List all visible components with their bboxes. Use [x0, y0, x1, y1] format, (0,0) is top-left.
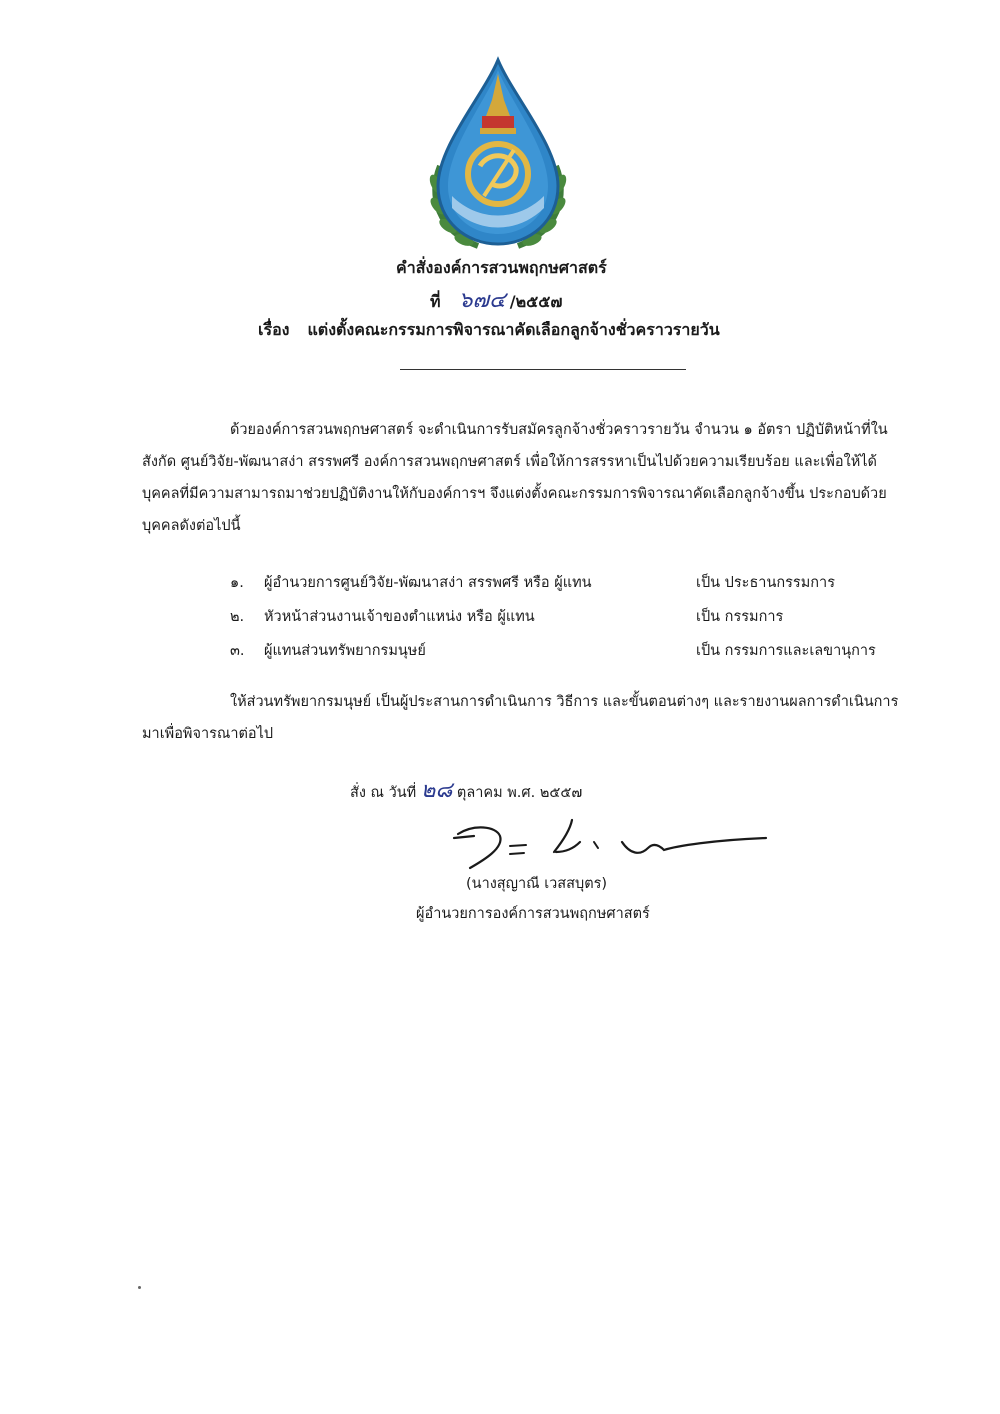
- document-number-handwritten: ๖๗๔: [458, 288, 506, 313]
- committee-item-number: ๓.: [230, 643, 245, 659]
- document-number: [430, 282, 562, 317]
- subject-line: [258, 318, 720, 343]
- committee-item: [230, 566, 910, 600]
- committee-item-person: ผู้แทนส่วนทรัพยากรมนุษย์: [264, 643, 426, 659]
- body-paragraph-1: [142, 414, 902, 542]
- order-day-handwritten: ๒๘: [420, 778, 453, 803]
- committee-item: [230, 600, 910, 634]
- order-title: คำสั่งองค์การสวนพฤกษศาสตร์: [396, 258, 607, 277]
- subject-text: แต่งตั้งคณะกรรมการพิจารณาคัดเลือกลูกจ้างชั่วคราวรายวัน: [307, 320, 720, 339]
- header-divider: [400, 369, 686, 370]
- order-date: [350, 772, 582, 807]
- committee-item-role: เป็น ประธานกรรมการ: [696, 575, 835, 591]
- body-paragraph-2: [142, 686, 902, 750]
- paragraph-text: ให้ส่วนทรัพยากรมนุษย์ เป็นผู้ประสานการดำเนินการ วิธีการ และขั้นตอนต่างๆ และรายงานผลการดำเนินการมาเพื่อพิจารณาต่อไป: [142, 694, 899, 742]
- document-number-year: /๒๕๕๗: [509, 292, 563, 311]
- organization-emblem: [418, 56, 578, 256]
- committee-item-person: หัวหน้าส่วนงานเจ้าของตำแหน่ง หรือ ผู้แทน: [264, 609, 535, 625]
- committee-item: [230, 634, 910, 668]
- paragraph-text: ด้วยองค์การสวนพฤกษศาสตร์ จะดำเนินการรับสมัครลูกจ้างชั่วคราวรายวัน จำนวน ๑ อัตรา ปฏิบัติหน้าที่ในสังกัด ศูนย์วิจัย-พัฒนาสง่า สรรพศรี องค์การสวนพฤกษศาสตร์ เพื่อให้การสรรหาเป็นไปด้วยความเรียบร้อย และเพื่อให้ได้บุคคลที่มีความสามารถมาช่วยปฏิบัติงานให้กับองค์การฯ จึงแต่งตั้งคณะกรรมการพิจารณาคัดเลือกลูกจ้างขึ้น ประกอบด้วยบุคคลดังต่อไปนี้: [142, 422, 888, 534]
- subject-label: เรื่อง: [258, 320, 290, 339]
- committee-item-number: ๑.: [230, 575, 244, 591]
- order-month-year: ตุลาคม พ.ศ. ๒๕๕๗: [456, 785, 583, 801]
- committee-item-role: เป็น กรรมการ: [696, 609, 784, 625]
- signer-name: (นางสุญาณี เวสสบุตร): [466, 876, 608, 892]
- document-number-prefix: ที่: [430, 292, 441, 311]
- committee-item-number: ๒.: [230, 609, 245, 625]
- committee-item-role: เป็น กรรมการและเลขานุการ: [696, 643, 876, 659]
- scan-speck: [138, 1286, 141, 1289]
- order-date-prefix: สั่ง ณ วันที่: [350, 785, 417, 801]
- committee-item-person: ผู้อำนวยการศูนย์วิจัย-พัฒนาสง่า สรรพศรี หรือ ผู้แทน: [264, 575, 592, 591]
- signer-title: ผู้อำนวยการองค์การสวนพฤกษศาสตร์: [416, 906, 650, 922]
- committee-list: [230, 566, 910, 668]
